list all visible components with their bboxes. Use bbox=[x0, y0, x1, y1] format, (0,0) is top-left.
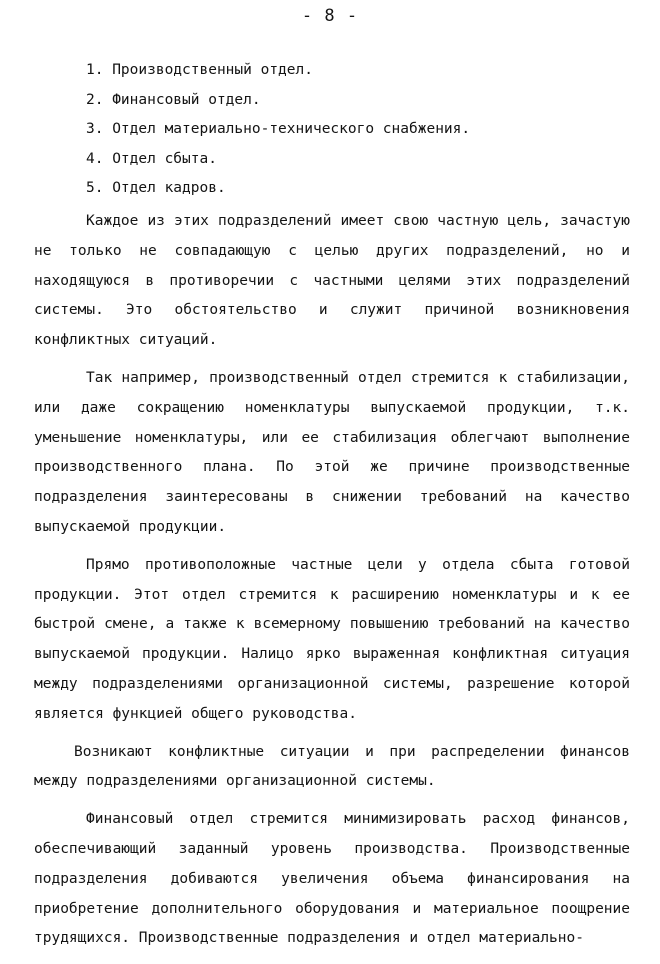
list-item: 4. Отдел сбыта. bbox=[86, 150, 217, 167]
paragraph: Финансовый отдел стремится минимизировать расход финансов, обеспечивающий заданный уровень производства. Производственные подразделения добиваются увеличения объема финансирования на приобретение дополнительного оборудования и материальное поощрение трудящихся. Производственные подразделения и отдел материально- bbox=[34, 811, 630, 947]
department-list bbox=[86, 56, 470, 204]
list-item: 2. Финансовый отдел. bbox=[86, 91, 261, 108]
page-number: - 8 - bbox=[301, 6, 359, 26]
paragraph: Так например, производственный отдел стремится к стабилизации, или даже сокращению номенклатуры выпускаемой продукции, т.к. уменьшение номенклатуры, или ее стабилизация облегчают выполнение производственного плана. По этой же причине производственные подразделения заинтересованы в снижении требований на качество выпускаемой продукции. bbox=[34, 369, 630, 535]
list-item: 3. Отдел материально-технического снабжения. bbox=[86, 121, 471, 137]
list-item: 1. Производственный отдел. bbox=[86, 62, 313, 78]
paragraph: Прямо противоположные частные цели у отдела сбыта готовой продукции. Этот отдел стремится к расширению номенклатуры и к ее быстрой смене, а также к всемерному повышению требований на качество выпускаемой продукции. Налицо ярко выраженная конфликтная ситуация между подразделениями организационной системы, разрешение которой является функцией общего руководства. bbox=[34, 556, 630, 722]
body-text bbox=[34, 207, 630, 954]
paragraph: Каждое из этих подразделений имеет свою частную цель, зачастую не только не совпадающую с целью других подразделений, но и находящуюся в противоречии с частными целями этих подразделений системы. Это обстоятельство и служит причиной возникновения конфликтных ситуаций. bbox=[34, 213, 630, 349]
list-item: 5. Отдел кадров. bbox=[86, 180, 226, 196]
paragraph: Возникают конфликтные ситуации и при распределении финансов между подразделениями организационной системы. bbox=[34, 743, 630, 790]
